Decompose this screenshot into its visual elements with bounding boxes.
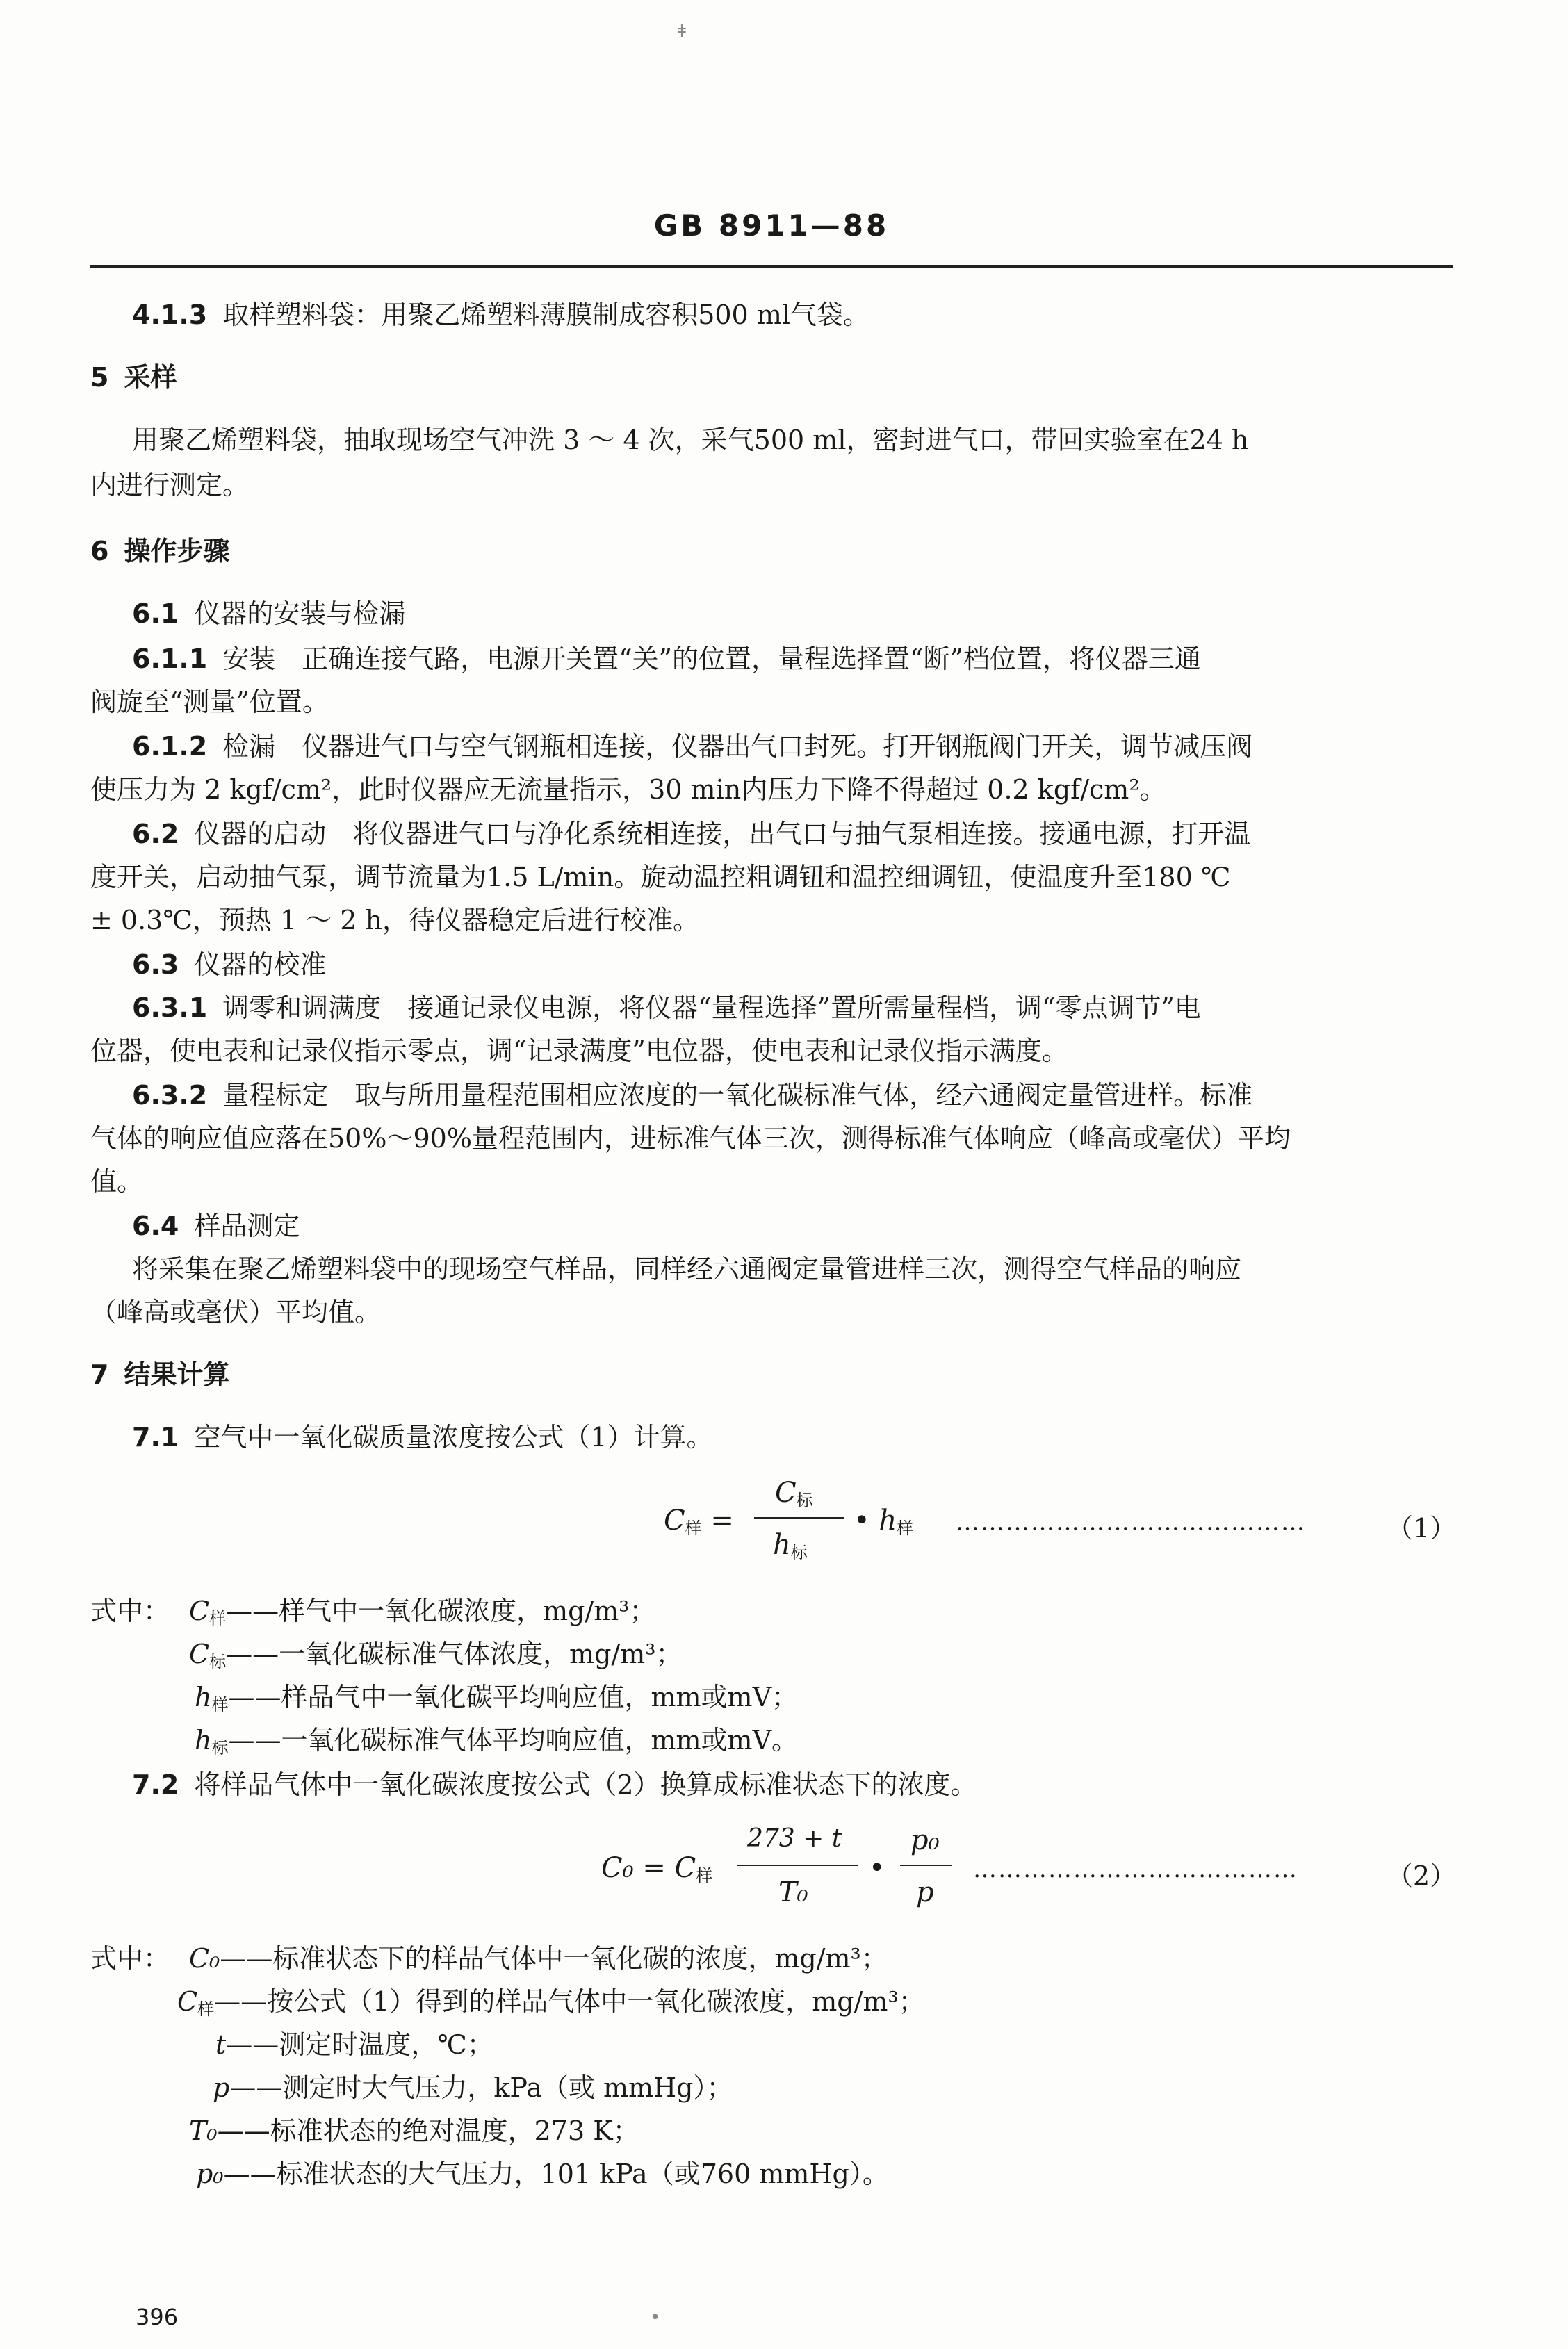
eq2-denominator-2: p [916, 1876, 934, 1908]
header-rule [90, 265, 1453, 268]
scan-speck: • [650, 2307, 661, 2328]
clause-6-1: 6.1 仪器的安装与检漏 [132, 598, 406, 629]
clause-6-4-line1: 将采集在聚乙烯塑料袋中的现场空气样品，同样经六通阀定量管进样三次，测得空气样品的响应 [132, 1254, 1242, 1284]
eq1-denominator: $h_标$ [773, 1529, 808, 1562]
clause-6-2-line3: ± 0.3℃，预热 1 ～ 2 h，待仪器稳定后进行校准。 [90, 905, 700, 935]
scan-speck: ǂ [678, 21, 686, 42]
eq2-leader-dots: ………………………………… [973, 1856, 1298, 1883]
vars1-item: $h_标——$一氧化碳标准气体平均响应值，mm或mV。 [195, 1725, 799, 1758]
eq2-lhs: $C_0 = C_样$ [601, 1852, 713, 1885]
vars1-item: $C_标——$一氧化碳标准气体浓度，mg/m³； [189, 1639, 683, 1671]
eq2-fraction-bar-2 [900, 1865, 952, 1866]
eq2-fraction-bar-1 [737, 1865, 858, 1866]
clause-6-3: 6.3 仪器的校准 [132, 949, 327, 980]
clause-4-1-3: 4.1.3 取样塑料袋：用聚乙烯塑料薄膜制成容积500 ml气袋。 [132, 300, 870, 330]
eq1-tail: • $h_样$ [854, 1505, 914, 1538]
section-5-para-line2: 内进行测定。 [90, 470, 250, 500]
vars2-intro: 式中： [90, 1943, 170, 1974]
eq1-fraction-bar [754, 1517, 844, 1519]
clause-6-4: 6.4 样品测定 [132, 1211, 300, 1241]
eq2-denominator-1: T₀ [778, 1876, 808, 1908]
clause-7-1: 7.1 空气中一氧化碳质量浓度按公式（1）计算。 [132, 1422, 713, 1452]
clause-6-1-2-line1: 6.1.2 检漏 仪器进气口与空气钢瓶相连接，仪器出气口封死。打开钢瓶阀门开关，调节减压阀 [132, 731, 1253, 762]
clause-6-1-1-line2: 阀旋至“测量”位置。 [90, 687, 329, 717]
page-header-standard: GB 8911—88 [653, 208, 890, 243]
vars2-item: p₀——标准状态的大气压力，101 kPa（或760 mmHg）。 [196, 2159, 889, 2189]
vars1-item: $h_样——$样品气中一氧化碳平均响应值，mm或mV； [195, 1682, 799, 1714]
clause-6-1-2-line2: 使压力为 2 kgf/cm²，此时仪器应无流量指示，30 min内压力下降不得超过 0.2 kgf/cm²。 [90, 774, 1166, 805]
eq1-lhs: $C_样$ = [664, 1505, 734, 1538]
vars2-item: t——测定时温度，℃； [215, 2029, 493, 2060]
section-5-para-line1: 用聚乙烯塑料袋，抽取现场空气冲洗 3 ～ 4 次，采气500 ml，密封进气口，带回实验室在24 h [132, 425, 1249, 455]
vars1-intro: 式中： [90, 1596, 170, 1626]
page-number: 396 [136, 2304, 179, 2330]
vars1-item: $C_样——$样气中一氧化碳浓度，mg/m³； [189, 1596, 656, 1628]
clause-6-3-2-line1: 6.3.2 量程标定 取与所用量程范围相应浓度的一氧化碳标准气体，经六通阀定量管进样。标准 [132, 1080, 1253, 1111]
section-7-heading: 7 结果计算 [90, 1359, 230, 1390]
eq2-numerator-1: 273 + t [747, 1824, 842, 1853]
vars2-item: p——测定时大气压力，kPa（或 mmHg）； [213, 2072, 733, 2103]
clause-6-3-1-line2: 位器，使电表和记录仪指示零点，调“记录满度”电位器，使电表和记录仪指示满度。 [90, 1036, 1068, 1066]
clause-6-2-line2: 度开关，启动抽气泵，调节流量为1.5 L/min。旋动温控粗调钮和温控细调钮，使温度升至180 ℃ [90, 862, 1231, 892]
clause-6-3-1-line1: 6.3.1 调零和调满度 接通记录仪电源，将仪器“量程选择”置所需量程档，调“零点调节”电 [132, 992, 1201, 1023]
clause-6-3-2-line2: 气体的响应值应落在50%～90%量程范围内，进标准气体三次，测得标准气体响应（峰高或毫伏）平均 [90, 1123, 1291, 1154]
clause-6-3-2-line3: 值。 [90, 1166, 144, 1197]
vars2-item: $C_样——$按公式（1）得到的样品气体中一氧化碳浓度，mg/m³； [177, 1986, 925, 2019]
eq1-number: （1） [1387, 1513, 1457, 1544]
clause-6-1-1-line1: 6.1.1 安装 正确连接气路，电源开关置“关”的位置，量程选择置“断”档位置，将仪器三通 [132, 644, 1201, 674]
vars2-item: T₀——标准状态的绝对温度，273 K； [189, 2115, 639, 2146]
vars2-item: C₀——标准状态下的样品气体中一氧化碳的浓度，mg/m³； [189, 1943, 888, 1974]
section-5-heading: 5 采样 [90, 362, 177, 393]
eq2-dot: • [869, 1852, 885, 1884]
eq1-numerator: $C_标$ [775, 1477, 813, 1510]
section-6-heading: 6 操作步骤 [90, 536, 230, 566]
clause-6-4-line2: （峰高或毫伏）平均值。 [90, 1297, 382, 1327]
clause-7-2: 7.2 将样品气体中一氧化碳浓度按公式（2）换算成标准状态下的浓度。 [132, 1769, 977, 1800]
clause-6-2-line1: 6.2 仪器的启动 将仪器进气口与净化系统相连接，出气口与抽气泵相连接。接通电源，打开温 [132, 819, 1251, 849]
eq2-number: （2） [1387, 1860, 1457, 1891]
eq1-leader-dots: …………………………………… [956, 1508, 1306, 1536]
eq2-numerator-2: p₀ [910, 1824, 940, 1856]
